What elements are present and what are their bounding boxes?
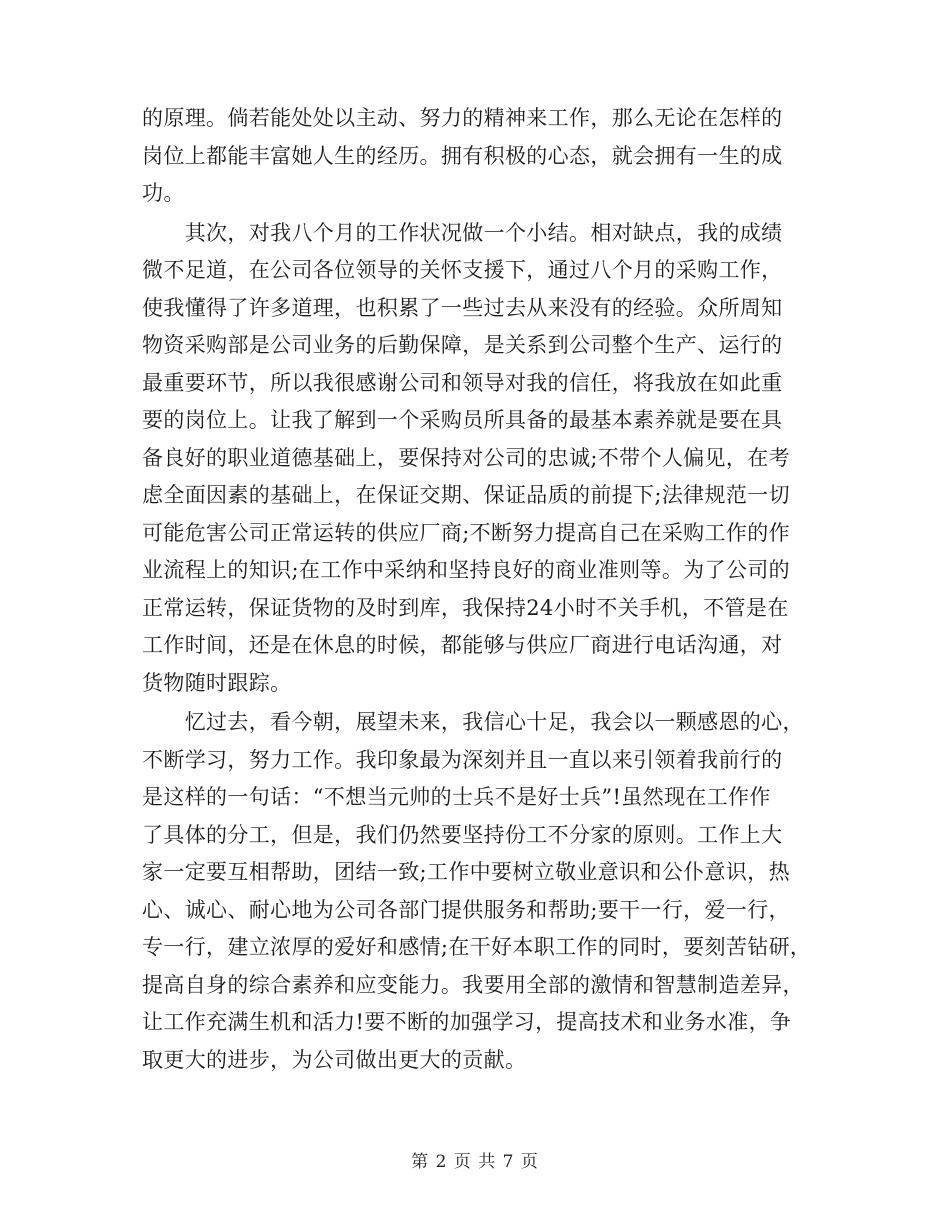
text-line: 物资采购部是公司业务的后勤保障，是关系到公司整个生产、运行的	[142, 333, 783, 357]
text-line: 使我懂得了许多道理，也积累了一些过去从来没有的经验。众所周知	[142, 295, 783, 320]
text-line: 不断学习，努力工作。我印象最为深刻并且一直以来引领着我前行的	[142, 747, 783, 772]
text-line: 可能危害公司正常运转的供应厂商;不断努力提高自己在采购工作的作	[142, 520, 790, 545]
text-line: 岗位上都能丰富她人生的经历。拥有积极的心态，就会拥有一生的成	[142, 143, 783, 168]
text-line: 功。	[142, 181, 185, 205]
text-line: 让工作充满生机和活力!要不断的加强学习，提高技术和业务水准，争	[142, 1010, 792, 1034]
text-line: 心、诚心、耐心地为公司各部门提供服务和帮助;要干一行，爱一行，	[142, 897, 790, 922]
text-line: 其次，对我八个月的工作状况做一个小结。相对缺点，我的成绩	[142, 220, 783, 245]
text-line: 家一定要互相帮助，团结一致;工作中要树立敬业意识和公仆意识，热	[142, 860, 790, 884]
text-line: 了具体的分工，但是，我们仍然要坚持份工不分家的原则。工作上大	[142, 822, 783, 847]
text-line: 忆过去，看今朝，展望未来，我信心十足，我会以一颗感恩的心，	[142, 710, 804, 734]
text-line: 正常运转，保证货物的及时到库，我保持24小时不关手机，不管是在	[142, 595, 789, 620]
text-line: 微不足道，在公司各位领导的关怀支援下，通过八个月的采购工作，	[142, 258, 783, 282]
body-text	[142, 100, 822, 1079]
page-number-footer: 第 2 页 共 7 页	[411, 1152, 539, 1172]
text-line: 业流程上的知识;在工作中采纳和坚持良好的商业准则等。为了公司的	[142, 558, 790, 582]
text-line: 提高自身的综合素养和应变能力。我要用全部的激情和智慧制造差异，	[142, 972, 804, 997]
text-line: 的原理。倘若能处处以主动、努力的精神来工作，那么无论在怎样的	[142, 106, 783, 130]
text-line: 货物随时跟踪。	[142, 670, 292, 695]
text-line: 备良好的职业道德基础上，要保持对公司的忠诚;不带个人偏见，在考	[142, 445, 790, 470]
text-line: 是这样的一句话：“不想当元帅的士兵不是好士兵”!虽然现在工作作	[142, 785, 771, 809]
text-line: 虑全面因素的基础上，在保证交期、保证品质的前提下;法律规范一切	[142, 483, 790, 507]
text-line: 最重要环节，所以我很感谢公司和领导对我的信任，将我放在如此重	[142, 370, 783, 395]
text-line: 专一行，建立浓厚的爱好和感情;在干好本职工作的同时，要刻苦钻研，	[142, 935, 812, 959]
text-line: 取更大的进步，为公司做出更大的贡献。	[142, 1047, 527, 1072]
text-line: 要的岗位上。让我了解到一个采购员所具备的最基本素养就是要在具	[142, 408, 783, 432]
text-line: 工作时间，还是在休息的时候，都能够与供应厂商进行电话沟通，对	[142, 633, 783, 657]
